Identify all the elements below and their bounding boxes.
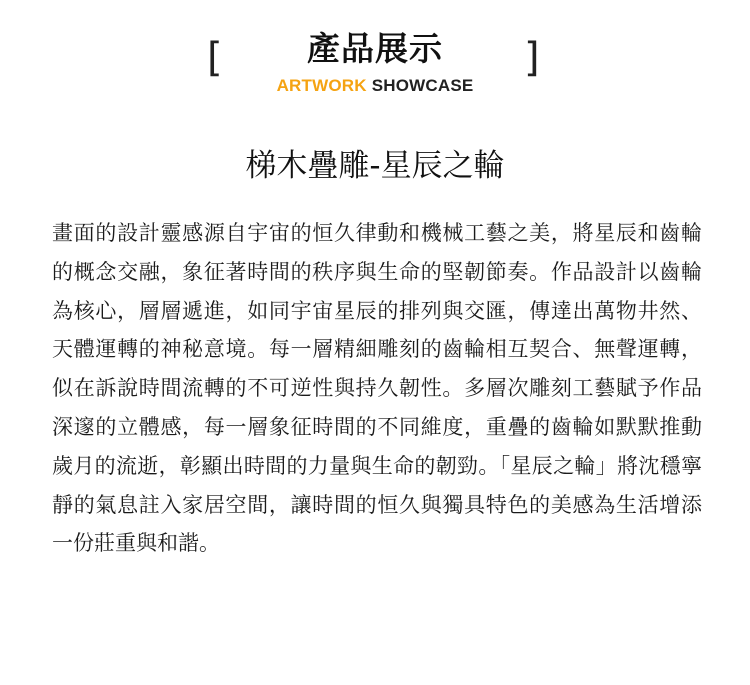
product-description: 畫面的設計靈感源自宇宙的恒久律動和機械工藝之美，將星辰和齒輪的概念交融，象征著時間的秩序與生命的堅韌節奏。作品設計以齒輪為核心，層層遞進，如同宇宙星辰的排列與交匯，傳達出萬物井然、天體運轉的神秘意境。每一層精細雕刻的齒輪相互契合、無聲運轉，似在訴說時間流轉的不可逆性與持久韌性。多層次雕刻工藝賦予作品深邃的立體感，每一層象征時間的不同維度，重疊的齒輪如默默推動歲月的流逝，彰顯出時間的力量與生命的韌勁。「星辰之輪」將沈穩寧靜的氣息註入家居空間，讓時間的恒久與獨具特色的美感為生活增添一份莊重與和諧。: [52, 221, 702, 556]
subtitle-accent-word: ARTWORK: [276, 76, 367, 95]
section-title: 產品展示: [307, 29, 443, 68]
section-subtitle: [0, 76, 750, 96]
right-bracket-decoration: ]: [524, 35, 540, 81]
left-bracket-decoration: [: [207, 35, 223, 81]
product-name: 梯木疊雕-星辰之輪: [245, 148, 505, 184]
subtitle-rest-word: SHOWCASE: [371, 76, 474, 95]
